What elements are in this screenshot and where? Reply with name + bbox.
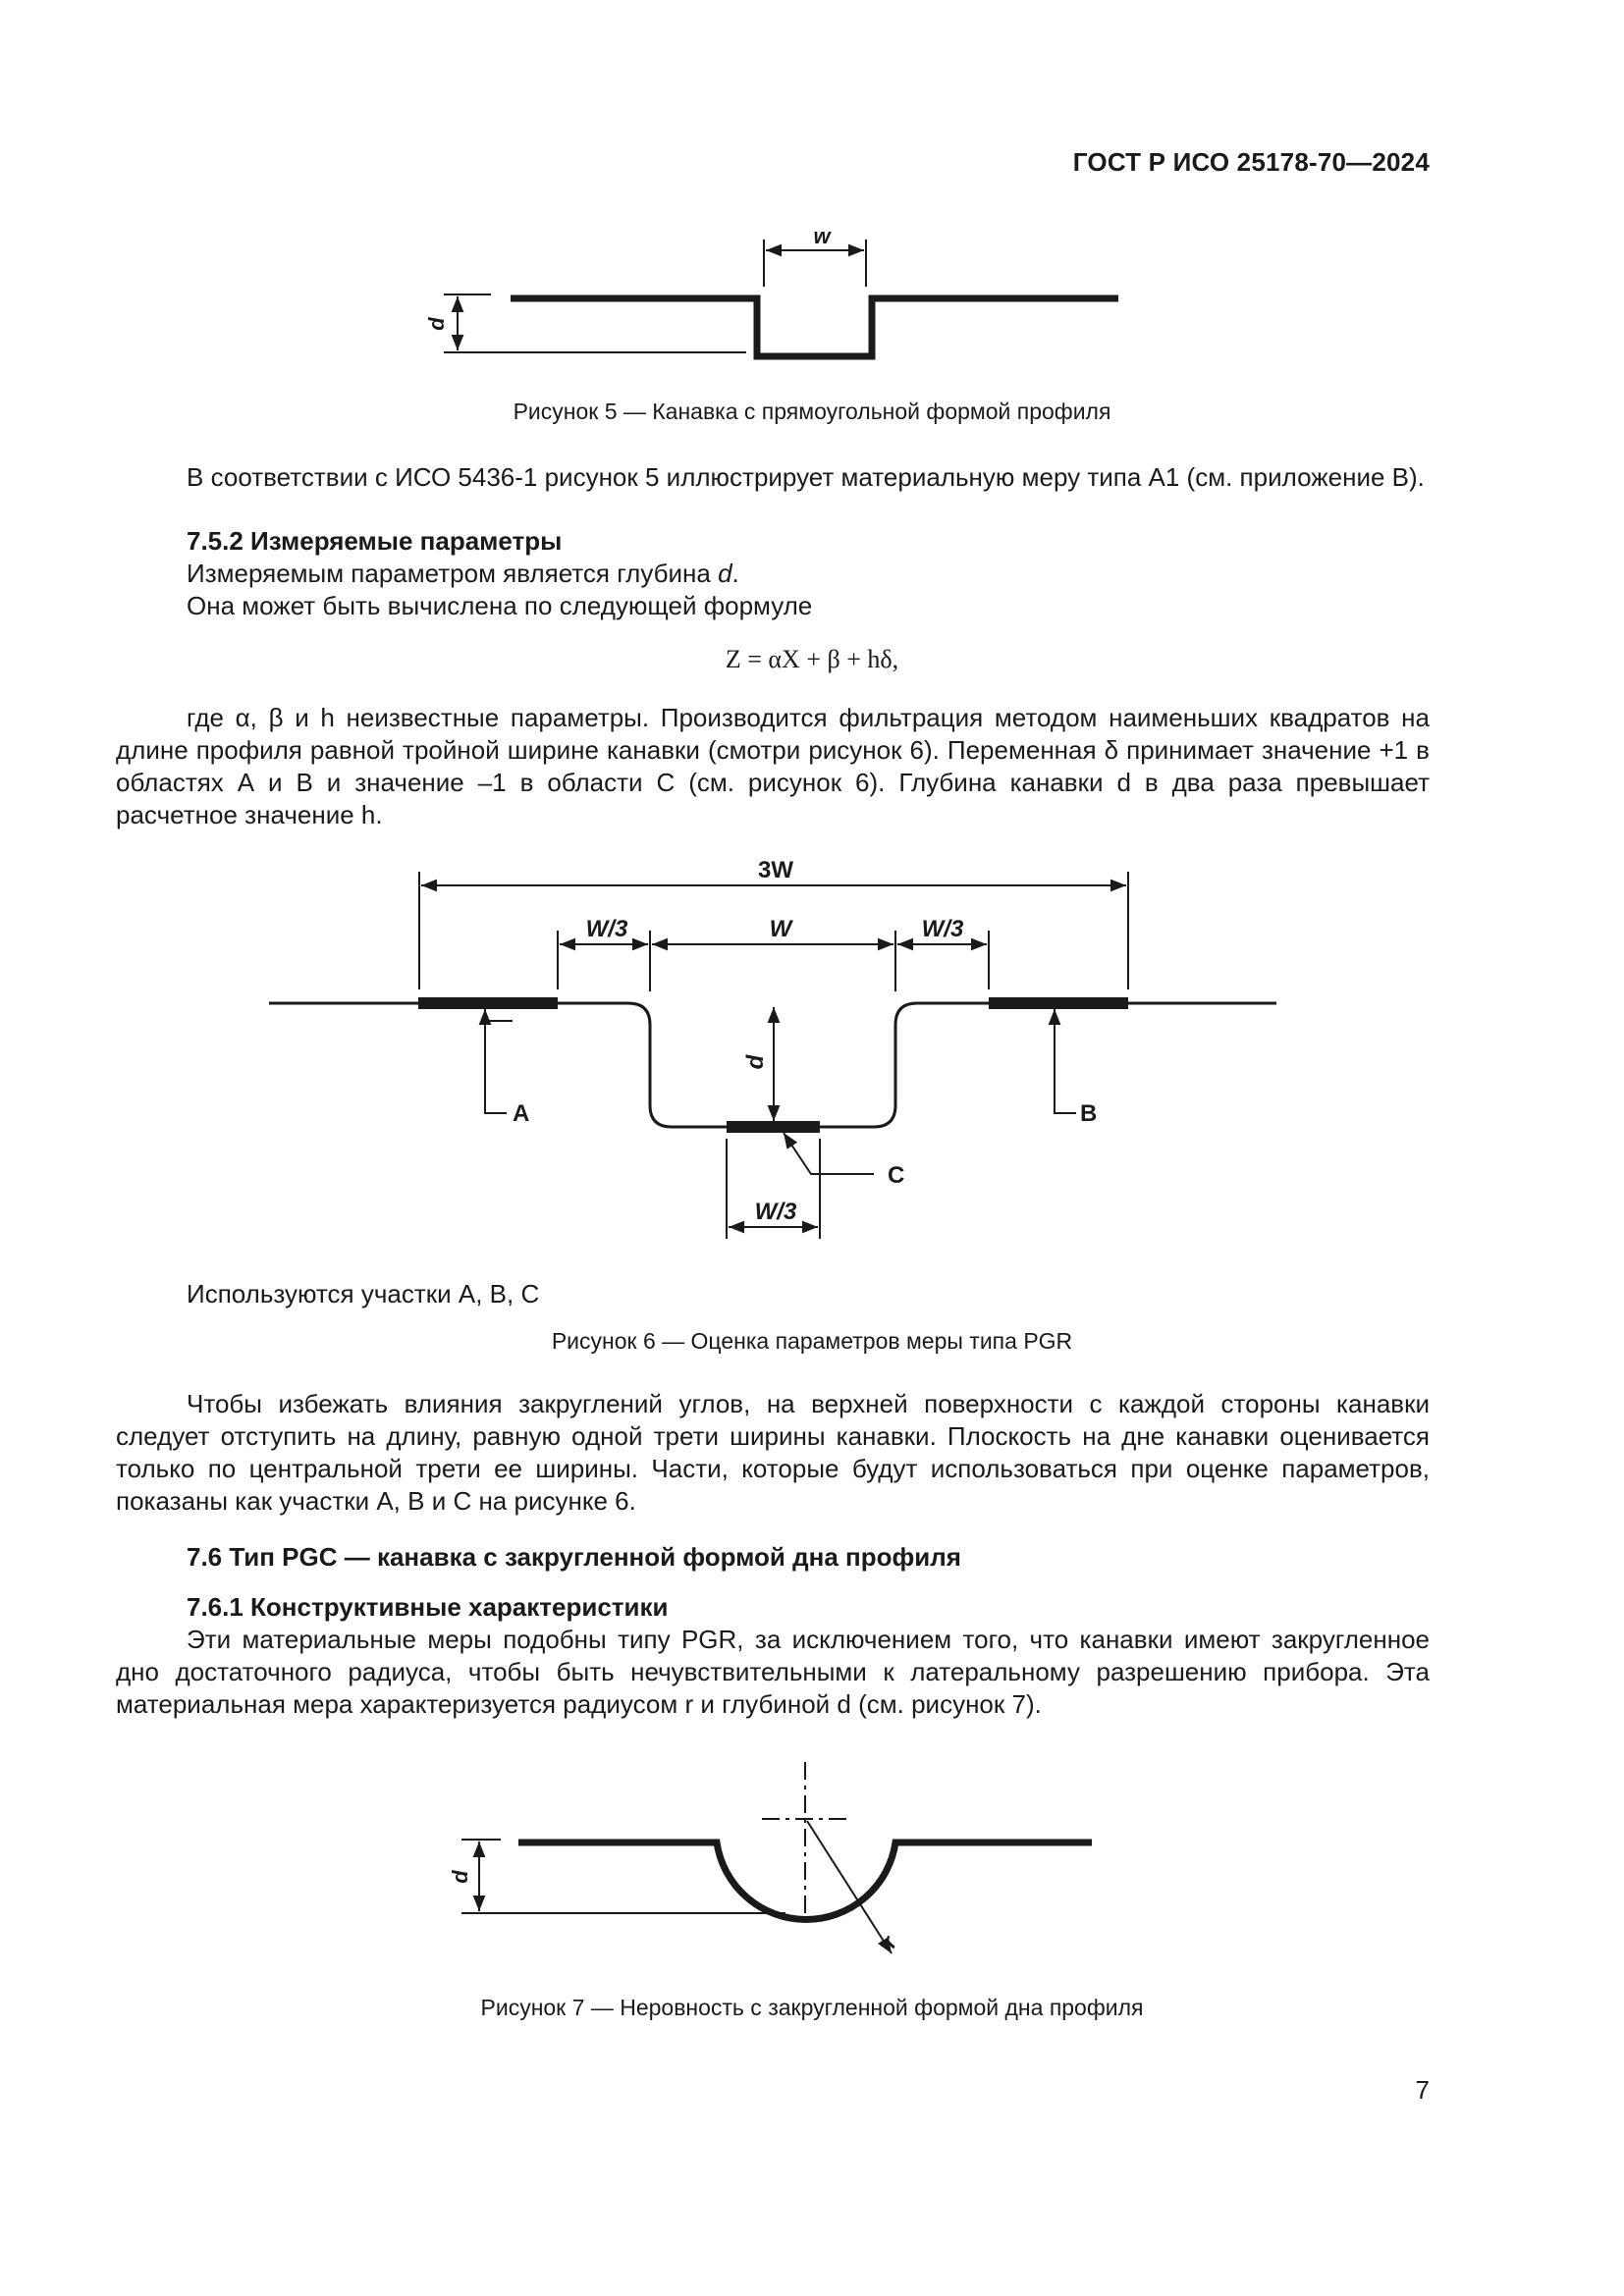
w3-bottom-label: W/3 xyxy=(754,1199,797,1225)
measured-parameter-line: Измеряемым параметром является глубина d. xyxy=(187,559,739,588)
paragraph-rounding: Чтобы избежать влияния закруглений углов, на верхней поверхности с каждой стороны канавки следует отступить на длину, равную одной трети ширины канавки. Плоскость на дне канавки оценивается только по центральной трети ее ширины. Части, которые будут использоваться при оценке параметров, показаны как участки А, В и С на рисунке 6. xyxy=(116,1389,1430,1516)
r-label: r xyxy=(876,1932,902,1952)
w-label: w xyxy=(813,224,831,248)
paragraph-pgc: Эти материальные меры подобны типу PGR, за исключением того, что канавки имеют закругленное дно достаточного радиуса, чтобы быть нечувствительными к латеральному разрешению прибора. Эта материальная мера характеризуется радиусом r и глубиной d (см. рисунок 7). xyxy=(116,1625,1430,1719)
3w-label: 3W xyxy=(758,857,793,883)
figure5-caption: Рисунок 5 — Канавка с прямоугольной формой профиля xyxy=(513,399,1111,424)
w3-left-label: W/3 xyxy=(585,916,628,942)
formula: Z = αX + β + hδ, xyxy=(725,645,899,673)
label-c: C xyxy=(888,1162,905,1189)
figure6-note: Используются участки А, В, С xyxy=(187,1279,540,1308)
document-header: ГОСТ Р ИСО 25178-70—2024 xyxy=(1072,147,1430,177)
figure6-caption: Рисунок 6 — Оценка параметров меры типа PGR xyxy=(551,1328,1073,1354)
page-number: 7 xyxy=(1415,2075,1430,2105)
section-heading-76: 7.6 Тип PGC — канавка с закругленной формой дна профиля xyxy=(187,1542,961,1572)
d-label-7: d xyxy=(448,1870,472,1884)
paragraph-parameters: где α, β и h неизвестные параметры. Производится фильтрация методом наименьших квадратов на длине профиля равной тройной ширине канавки (смотри рисунок 6). Переменная δ принимает значение +1 в областях А и В и значение –1 в области С (см. рисунок 6). Глубина канавки d в два раза превышает расчетное значение h. xyxy=(116,703,1430,829)
w-label-6: W xyxy=(769,916,792,942)
formula-intro-line: Она может быть вычислена по следующей формуле xyxy=(187,591,813,620)
w3-right-label: W/3 xyxy=(921,916,964,942)
section-heading-752: 7.5.2 Измеряемые параметры xyxy=(187,526,563,556)
section-heading-761: 7.6.1 Конструктивные характеристики xyxy=(187,1592,669,1622)
paragraph-intro: В соответствии с ИСО 5436-1 рисунок 5 иллюстрирует материальную меру типа А1 (см. приложение В). xyxy=(187,462,1425,492)
label-a: A xyxy=(513,1100,530,1127)
d-label-6: d xyxy=(742,1054,769,1070)
d-label: d xyxy=(424,317,449,331)
label-b: B xyxy=(1080,1100,1098,1127)
figure7-caption: Рисунок 7 — Неровность с закругленной формой дна профиля xyxy=(480,1995,1144,2020)
